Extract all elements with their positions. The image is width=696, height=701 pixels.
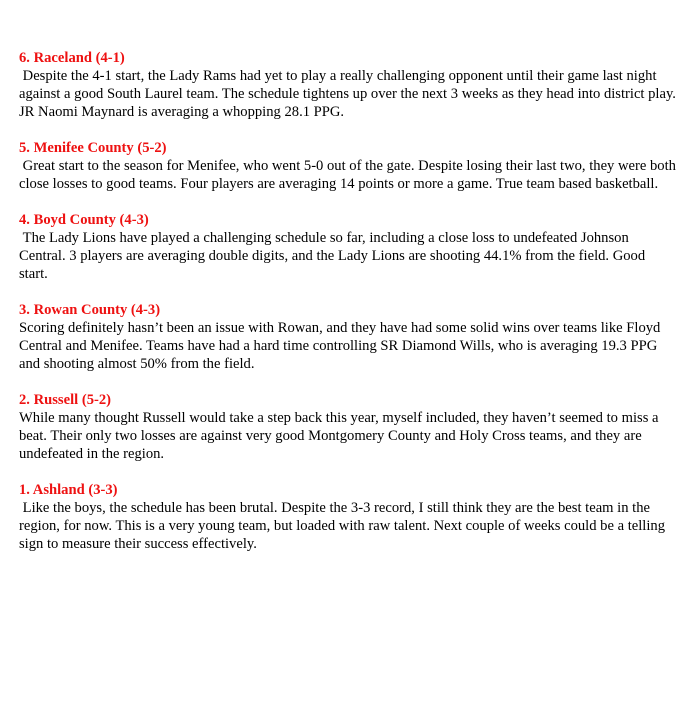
ranking-title: 1. Ashland (3-3) bbox=[19, 482, 118, 498]
ranking-body: The Lady Lions have played a challenging schedule so far, including a close loss to undefeated Johnson Central. 3 players are averaging double digits, and the Lady Lions are shooting 44.1% from the field. Good start. bbox=[19, 230, 649, 282]
ranking-body: Great start to the season for Menifee, who went 5-0 out of the gate. Despite losing their last two, they were both close losses to good teams. Four players are averaging 14 points or more a game. True team based basketball. bbox=[19, 158, 680, 192]
ranking-body: Like the boys, the schedule has been brutal. Despite the 3-3 record, I still think they are the best team in the region, for now. This is a very young team, but loaded with raw talent. Next couple of weeks could be a telling sign to measure their success effectively. bbox=[19, 500, 669, 552]
ranking-title: 3. Rowan County (4-3) bbox=[19, 302, 161, 318]
ranking-entry-3 bbox=[19, 301, 676, 373]
ranking-body: Scoring definitely hasn’t been an issue with Rowan, and they have had some solid wins over teams like Floyd Central and Menifee. Teams have had a hard time controlling SR Diamond Wills, who is averaging 19.3 PPG and shooting almost 50% from the field. bbox=[19, 320, 664, 372]
ranking-title: 5. Menifee County (5-2) bbox=[19, 140, 167, 156]
ranking-title: 4. Boyd County (4-3) bbox=[19, 212, 149, 228]
ranking-body: While many thought Russell would take a step back this year, myself included, they haven’t seemed to miss a beat. Their only two losses are against very good Montgomery County and Holy Cross teams, and they are undefeated in the region. bbox=[19, 410, 663, 462]
ranking-title: 2. Russell (5-2) bbox=[19, 392, 112, 408]
ranking-entry-1 bbox=[19, 481, 676, 553]
ranking-body: Despite the 4-1 start, the Lady Rams had yet to play a really challenging opponent until their game last night against a good South Laurel team. The schedule tightens up over the next 3 weeks as they head into district play. JR Naomi Maynard is averaging a whopping 28.1 PPG. bbox=[19, 68, 680, 120]
ranking-entry-2 bbox=[19, 391, 676, 463]
ranking-entry-6 bbox=[19, 49, 680, 121]
ranking-entry-4 bbox=[19, 211, 676, 283]
ranking-entry-5 bbox=[19, 139, 680, 193]
ranking-title: 6. Raceland (4-1) bbox=[19, 50, 125, 66]
